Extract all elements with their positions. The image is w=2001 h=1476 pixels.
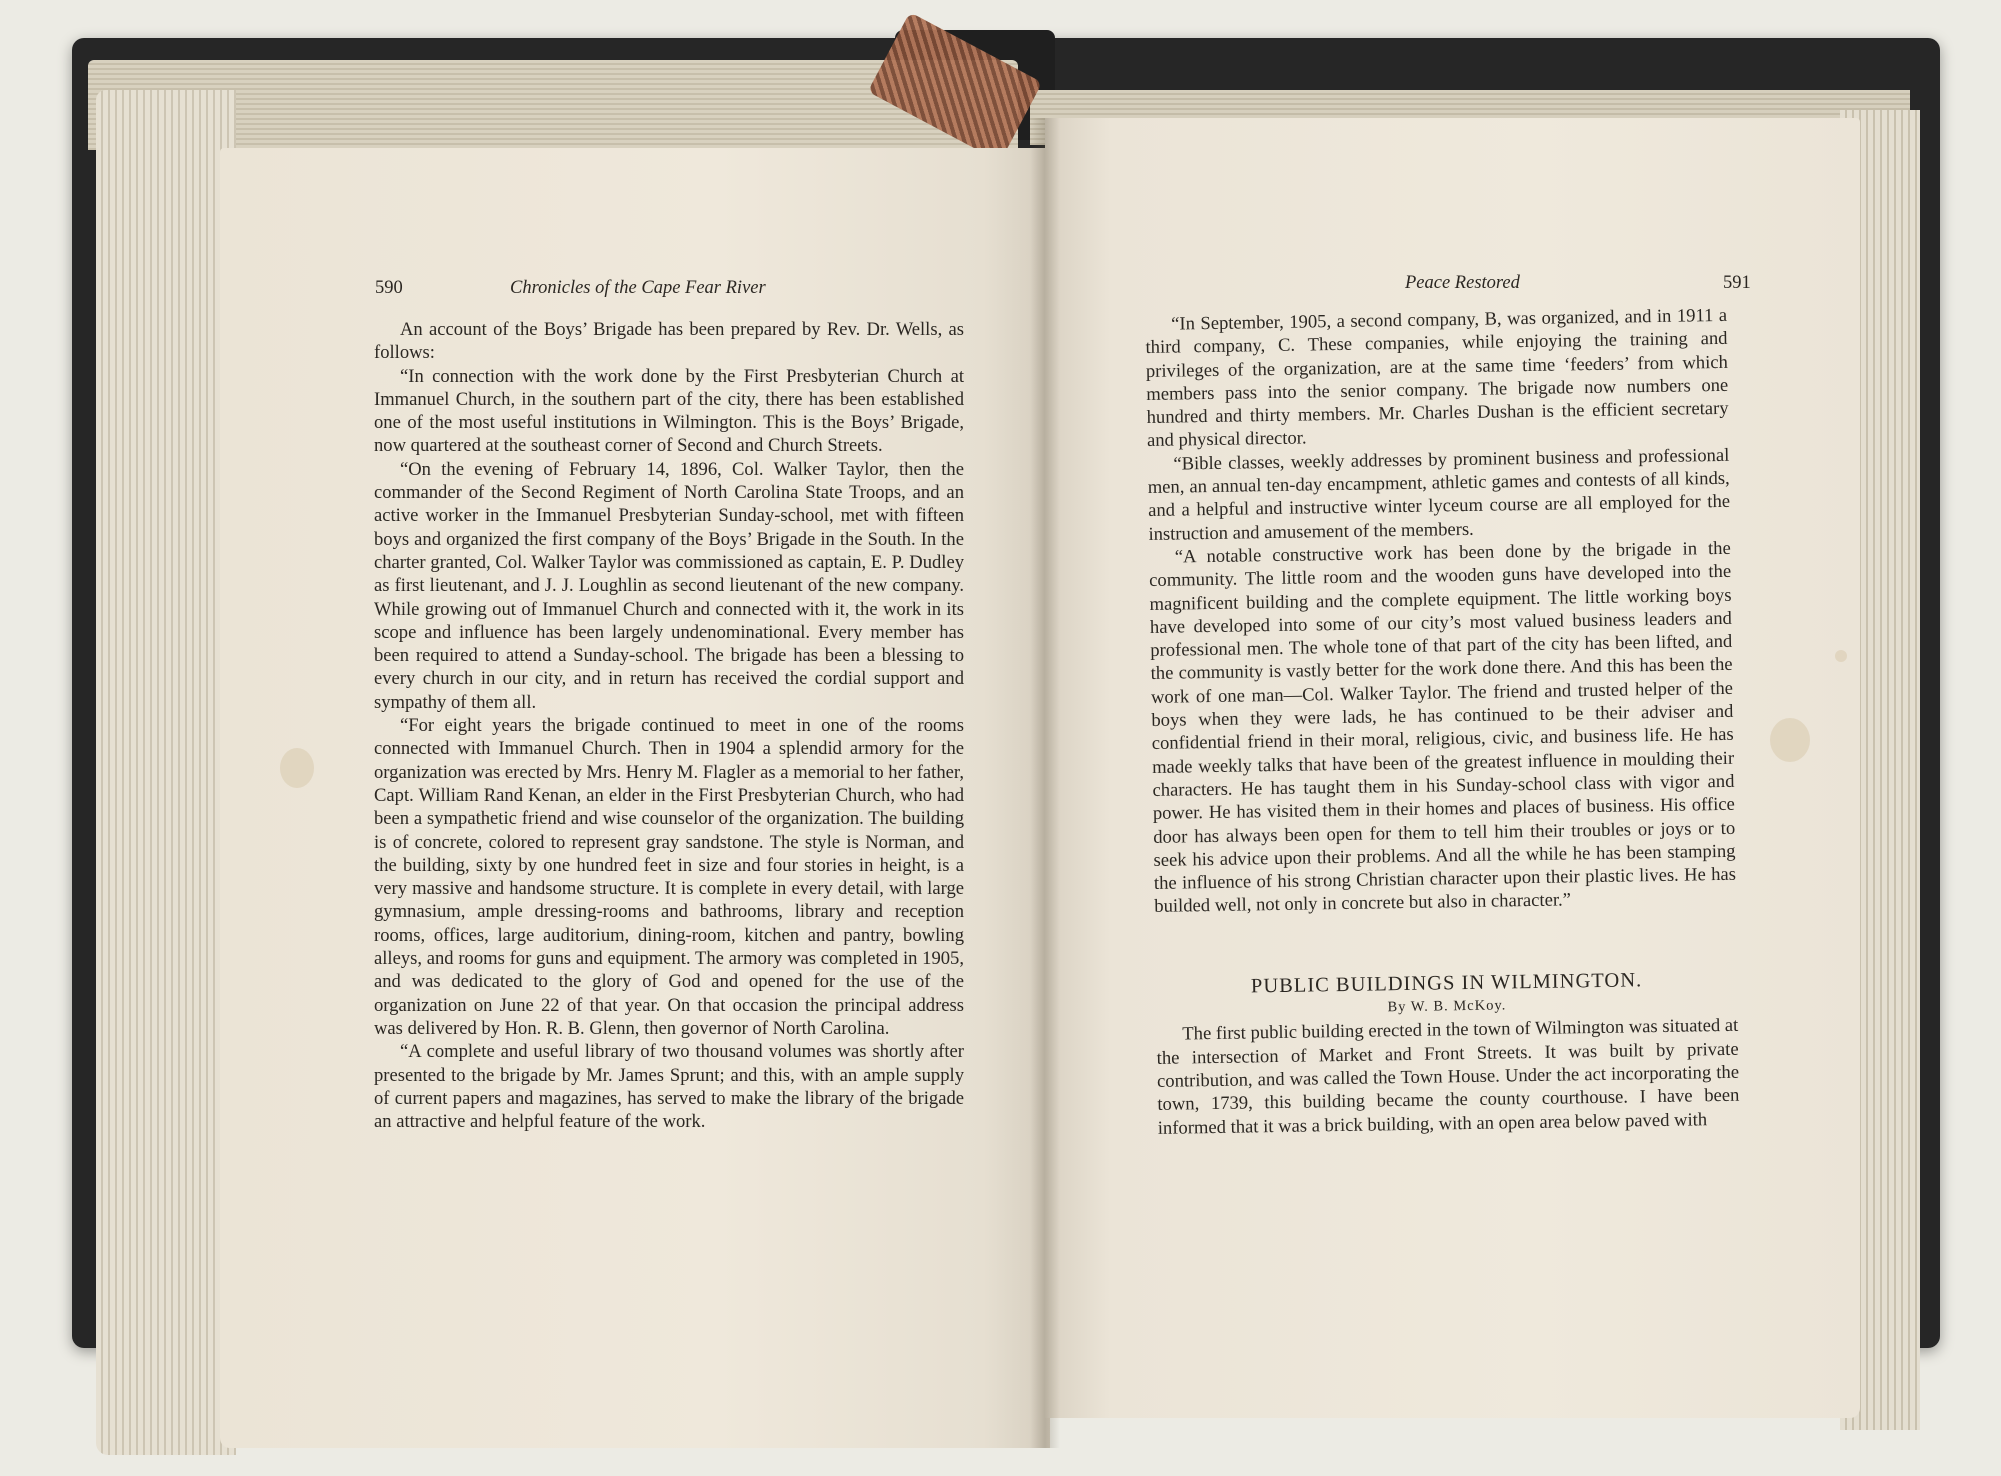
left-page-body [374, 318, 964, 1133]
gutter-shadow [1030, 118, 1060, 1448]
right-page [1045, 118, 1860, 1418]
paragraph: “In September, 1905, a second company, B, was organized, and in 1911 a third company, C. These companies, while enjoying the training and privileges of the organization, are at the same time ‘feeders’ from which members pass into the senior company. The brigade now numbers one hundred and thirty members. Mr. Charles Dushan is the efficient secretary and physical director. [1145, 304, 1729, 452]
paragraph: “On the evening of February 14, 1896, Col. Walker Taylor, then the commander of the Second Regiment of North Carolina State Troops, and an active worker in the Immanuel Presbyterian Sunday-school, met with fifteen boys and organized the first company of the Boys’ Brigade in the South. In the charter granted, Col. Walker Taylor was commissioned as captain, E. P. Dudley as first lieutenant, and J. J. Loughlin as second lieutenant of the new company. While growing out of Immanuel Church and connected with it, the work in its scope and influence has been largely undenominational. Every member has been required to attend a Sunday-school. The brigade has been a blessing to every church in our city, and in return has received the cordial support and sympathy of them all. [374, 458, 964, 713]
foxing-spot [1835, 650, 1847, 662]
paragraph: “Bible classes, weekly addresses by prominent business and professional men, an annual ten-day encampment, athletic games and contests of all kinds, and a helpful and instructive winter lyceum course are all employed for the instruction and amusement of the members. [1147, 444, 1731, 545]
foxing-spot [1770, 718, 1810, 762]
paragraph: The first public building erected in the town of Wilmington was situated at the intersection of Market and Front Streets. It was built by private contribution, and was called the Town House. Under the act incorporating the town, 1739, this building became the county courthouse. I have been informed that it was a brick building, with an open area below paved with [1156, 1015, 1740, 1139]
paragraph: An account of the Boys’ Brigade has been prepared by Rev. Dr. Wells, as follows: [374, 319, 964, 364]
paragraph: “A complete and useful library of two thousand volumes was shortly after presented to the brigade by Mr. James Sprunt; and this, with an ample supply of current papers and magazines, has served to make the library of the brigade an attractive and helpful feature of the work. [374, 1041, 964, 1133]
right-page-body [1145, 304, 1740, 1140]
running-title-left: Chronicles of the Cape Fear River [510, 278, 766, 298]
left-page [220, 148, 1050, 1448]
left-page-stack [96, 90, 236, 1455]
running-title-right: Peace Restored [1405, 273, 1520, 293]
paragraph: “A notable constructive work has been done by the brigade in the community. The little room and the wooden guns have developed into the magnificent building and the complete equipment. The little working boys have developed into some of our city’s most valued business leaders and professional men. The whole tone of that part of the city has been lifted, and the community is vastly better for the work done there. And this has been the work of one man—Col. Walker Taylor. The friend and trusted helper of the boys when they were lads, he has continued to be their adviser and confidential friend in their moral, religious, civic, and business life. He has made weekly talks that have been of the greatest influence in moulding their characters. He has taught them in his Sunday-school class with vigor and power. He has visited them in their homes and places of business. His office door has always been open for them to tell him their troubles or joys or to seek his advice upon their problems. And all the while he has been stamping the influence of his strong Christian character upon their plastic lives. He has builded well, not only in concrete but also in character.” [1149, 537, 1737, 918]
byline: By W. B. McKoy. [1387, 997, 1507, 1016]
paragraph: “In connection with the work done by the First Presbyterian Church at Immanuel Church, in the southern part of the city, there has been established one of the most useful institutions in Wilmington. This is the Boys’ Brigade, now quartered at the southeast corner of Second and Church Streets. [374, 365, 964, 457]
page-number-right: 591 [1723, 273, 1751, 293]
foxing-spot [280, 748, 314, 788]
page-number-left: 590 [375, 278, 403, 298]
paragraph: “For eight years the brigade continued to meet in one of the rooms connected with Immanuel Church. Then in 1904 a splendid armory for the organization was erected by Mrs. Henry M. Flagler as a memorial to her father, Capt. William Rand Kenan, an elder in the First Presbyterian Church, who had been a sympathetic friend and wise counselor of the organization. The building is of concrete, colored to represent gray sandstone. The style is Norman, and the building, sixty by one hundred feet in size and four stories in height, is a very massive and handsome structure. It is complete in every detail, with large gymnasium, ample dressing-rooms and bathrooms, library and reception rooms, offices, large auditorium, dining-room, kitchen and pantry, bowling alleys, and rooms for guns and equipment. The armory was completed in 1905, and was dedicated to the glory of God and opened for the use of the organization on June 22 of that year. On that occasion the principal address was delivered by Hon. R. B. Glenn, then governor of North Carolina. [374, 715, 964, 1039]
section-title: PUBLIC BUILDINGS IN WILMINGTON. [1250, 968, 1643, 998]
